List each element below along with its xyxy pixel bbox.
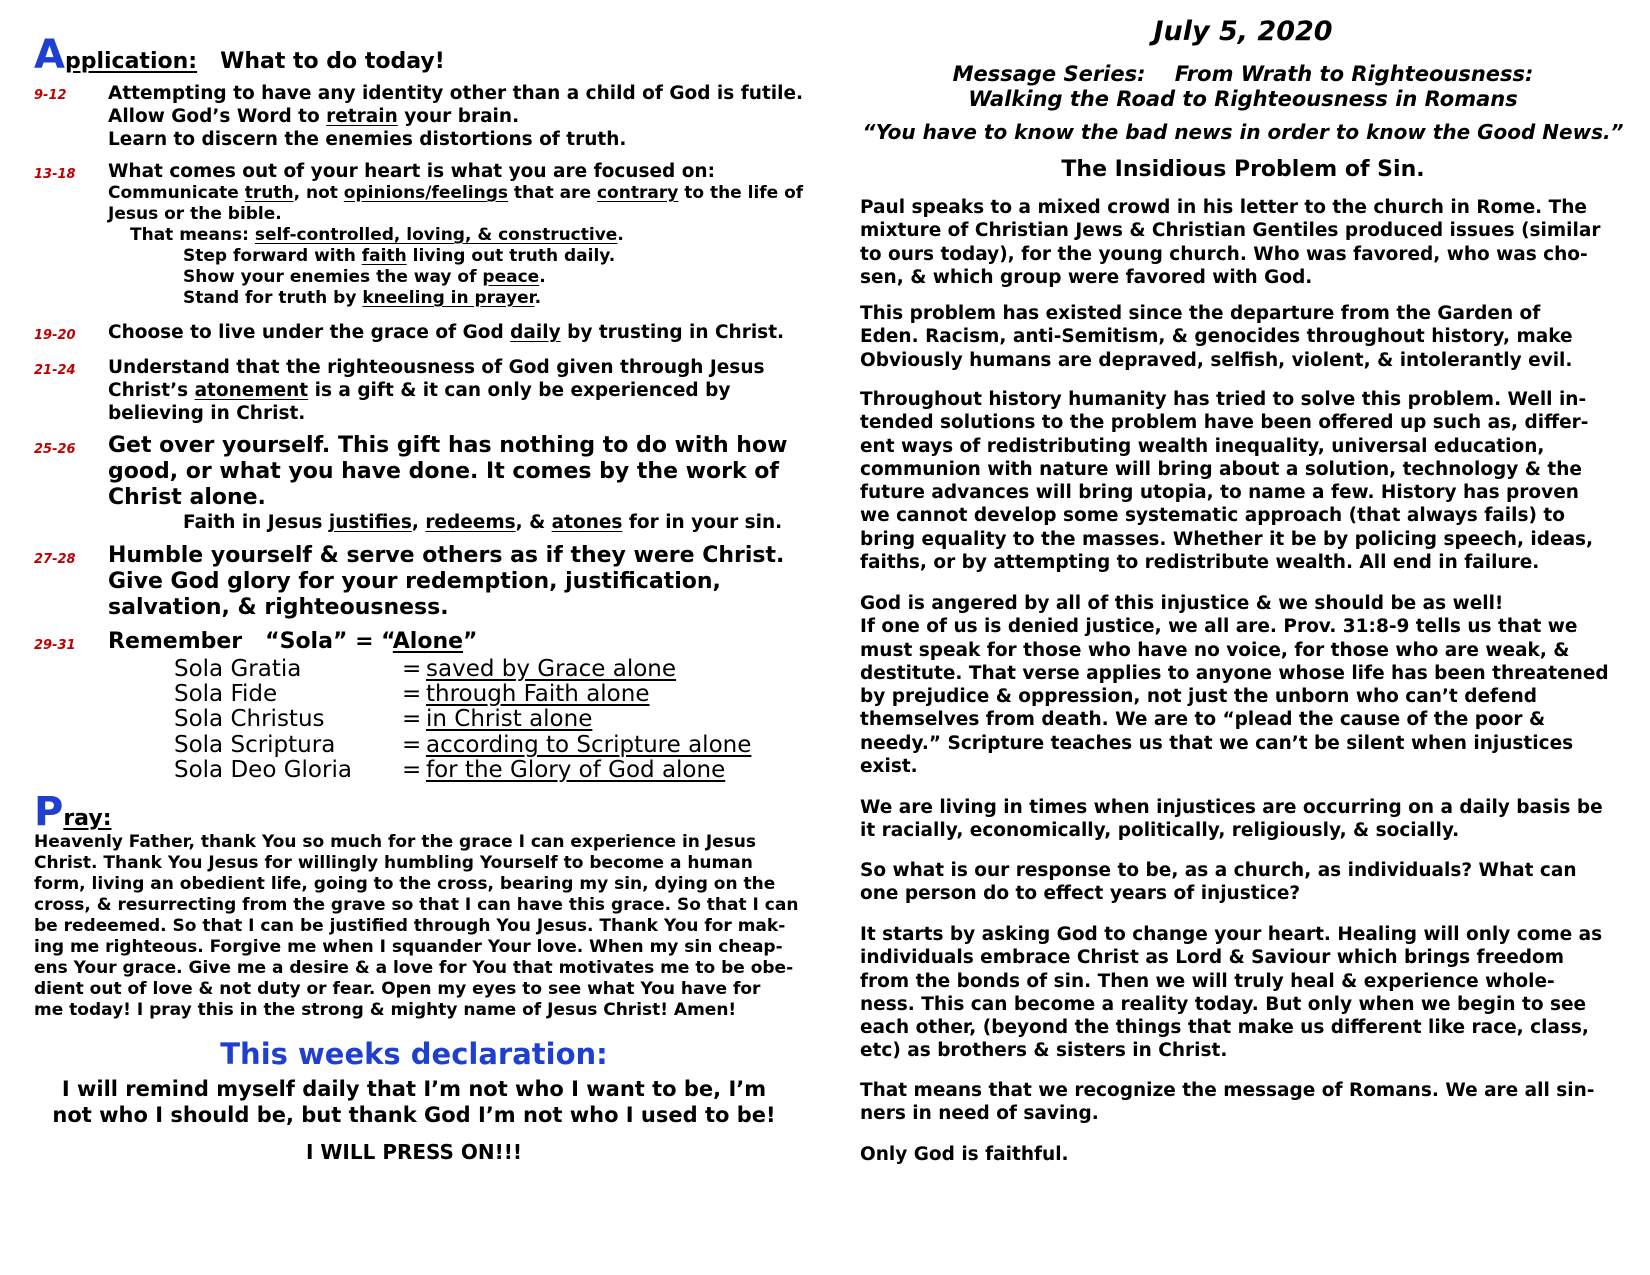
application-initial: A xyxy=(34,32,65,78)
paragraph: Only God is faithful. xyxy=(860,1144,1069,1165)
section-line: Jesus or the bible. xyxy=(108,204,282,224)
ref-21-24: 21-24 xyxy=(34,363,76,378)
ref-29-31: 29-31 xyxy=(34,638,76,653)
section-21-24 xyxy=(108,356,838,425)
paragraph: It starts by asking God to change your heart. Healing will only come as individuals embrace Christ as Lord & Saviour which brings freedom from the bonds of sin. Then we will truly heal & experience whole- ness. This can become a reality today. But only when we begin to see each other, (beyond the things that make us different like race, class, etc) as brothers & sisters in Christ. xyxy=(860,924,1603,1062)
section-line: Attempting to have any identity other than a child of God is futile. xyxy=(108,83,804,104)
quote: “You have to know the bad news in order to know the Good News.” xyxy=(862,120,1624,144)
section-9-12 xyxy=(108,82,838,151)
section-line: salvation, & righteousness. xyxy=(108,595,449,620)
section-line: good, or what you have done. It comes by the work of xyxy=(108,459,779,484)
paragraph: This problem has existed since the departure from the Garden of Eden. Racism, anti-Semitism, & genocides throughout history, make Obviously humans are depraved, selfish, violent, & intolerantly evil. xyxy=(860,303,1573,371)
press-on: I WILL PRESS ON!!! xyxy=(305,1140,523,1164)
section-line: Humble yourself & serve others as if they were Christ. xyxy=(108,543,785,568)
section-25-26 xyxy=(108,433,838,534)
sola-row: Sola Scriptura = according to Scripture alone xyxy=(174,732,752,758)
section-line: believing in Christ. xyxy=(108,403,306,424)
section-line: Get over yourself. This gift has nothing to do with how xyxy=(108,433,788,458)
ref-27-28: 27-28 xyxy=(34,552,76,567)
application-heading xyxy=(34,32,445,78)
paragraph: That means that we recognize the message of Romans. We are all sin- ners in need of saving. xyxy=(860,1080,1595,1125)
application-subtitle: What to do today! xyxy=(220,49,445,74)
declaration-text: I will remind myself daily that I’m not who I want to be, I’m not who I should be, but thank God I’m not who I used to be! xyxy=(52,1077,776,1127)
sermon-heading: The Insidious Problem of Sin. xyxy=(1061,157,1425,182)
ref-9-12: 9-12 xyxy=(34,88,67,103)
section-29-31 xyxy=(108,629,838,655)
section-line: Show your enemies the way of peace. xyxy=(183,267,546,287)
paragraph: Paul speaks to a mixed crowd in his letter to the church in Rome. The mixture of Christian Jews & Christian Gentiles produced issues (similar to ours today), for the young church. Who was favored, who was cho- sen, & which group were favored with God. xyxy=(860,197,1601,288)
section-line: Stand for truth by kneeling in prayer. xyxy=(183,288,542,308)
declaration-title: This weeks declaration: xyxy=(220,1037,608,1071)
sola-row: Sola Christus = in Christ alone xyxy=(174,706,593,732)
pray-heading: Pray: xyxy=(34,789,112,835)
paragraph: So what is our response to be, as a church, as individuals? What can one person do to effect years of injustice? xyxy=(860,860,1577,905)
sola-row: Sola Fide = through Faith alone xyxy=(174,681,650,707)
ref-13-18: 13-18 xyxy=(34,167,76,182)
section-13-18 xyxy=(108,160,838,309)
ref-25-26: 25-26 xyxy=(34,442,76,457)
section-line: Give God glory for your redemption, justification, xyxy=(108,569,721,594)
paragraph: Throughout history humanity has tried to solve this problem. Well in- tended solutions to the problem have been offered up such as, differ- ent ways of redistributing wealth inequality, universal education, communion with nature will bring about a solution, technology & the future advances will bring utopia, to name a few. History has proven we cannot develop some systematic approach (that always fails) to bring equality to the masses. Whether it be by policing speech, ideas, faiths, or by attempting to redistribute wealth. All end in failure. xyxy=(860,389,1594,574)
sola-remember: Remember “Sola” = “Alone” xyxy=(108,629,478,654)
section-line: Learn to discern the enemies distortions of truth. xyxy=(108,129,627,150)
section-line: Choose to live under the grace of God daily by trusting in Christ. xyxy=(108,322,785,343)
paragraph: God is angered by all of this injustice & we should be as well! If one of us is denied justice, we all are. Prov. 31:8-9 tells us that we must speak for those who have no voice, for those who are weak, & destitute. That verse applies to anyone whose life has been threatened by prejudice & oppression, not just the unborn who can’t defend themselves from death. We are to “plead the cause of the poor & needy.” Scripture teaches us that we can’t be silent when injustices exist. xyxy=(860,593,1609,778)
sola-row: Sola Deo Gloria = for the Glory of God alone xyxy=(174,757,726,783)
section-19-20 xyxy=(108,321,838,344)
section-line: Christ alone. xyxy=(108,485,266,510)
section-head: What comes out of your heart is what you are focused on: xyxy=(108,161,715,182)
paragraph: We are living in times when injustices are occurring on a daily basis be it racially, economically, politically, religiously, & socially. xyxy=(860,797,1603,842)
section-line: Understand that the righteousness of God given through Jesus xyxy=(108,357,765,378)
ref-19-20: 19-20 xyxy=(34,328,76,343)
application-word: pplication: xyxy=(64,49,198,74)
section-line: Christ’s atonement is a gift & it can only be experienced by xyxy=(108,380,731,401)
section-line: Communicate truth, not opinions/feelings that are contrary to the life of xyxy=(108,183,804,203)
date: July 5, 2020 xyxy=(1153,16,1333,47)
section-line: That means: self-controlled, loving, & constructive. xyxy=(130,225,624,245)
prayer-text: Heavenly Father, thank You so much for the grace I can experience in Jesus Christ. Thank You Jesus for willingly humbling Yourself to become a human form, living an obedient life, going to the cross, bearing my sin, dying on the cross, & resurrecting from the grave so that I can have this grace. So that I can be redeemed. So that I can be justified through You Jesus. Thank You for mak- ing me righteous. Forgive me when I squander Your love. When my sin cheap- ens Your grace. Give me a desire & a love for You that motivates me to be obe- dient out of love & not duty or fear. Open my eyes to see what You have for me today! I pray this in the strong & mighty name of Jesus Christ! Amen! xyxy=(34,832,799,1020)
section-27-28 xyxy=(108,543,838,621)
message-series: Message Series: From Wrath to Righteousness: Walking the Road to Righteousness in Romans xyxy=(952,62,1534,111)
section-line: Faith in Jesus justifies, redeems, & atones for in your sin. xyxy=(183,512,783,533)
section-line: Step forward with faith living out truth daily. xyxy=(183,246,616,266)
section-line: Allow God’s Word to retrain your brain. xyxy=(108,106,520,127)
sola-row: Sola Gratia = saved by Grace alone xyxy=(174,656,677,682)
